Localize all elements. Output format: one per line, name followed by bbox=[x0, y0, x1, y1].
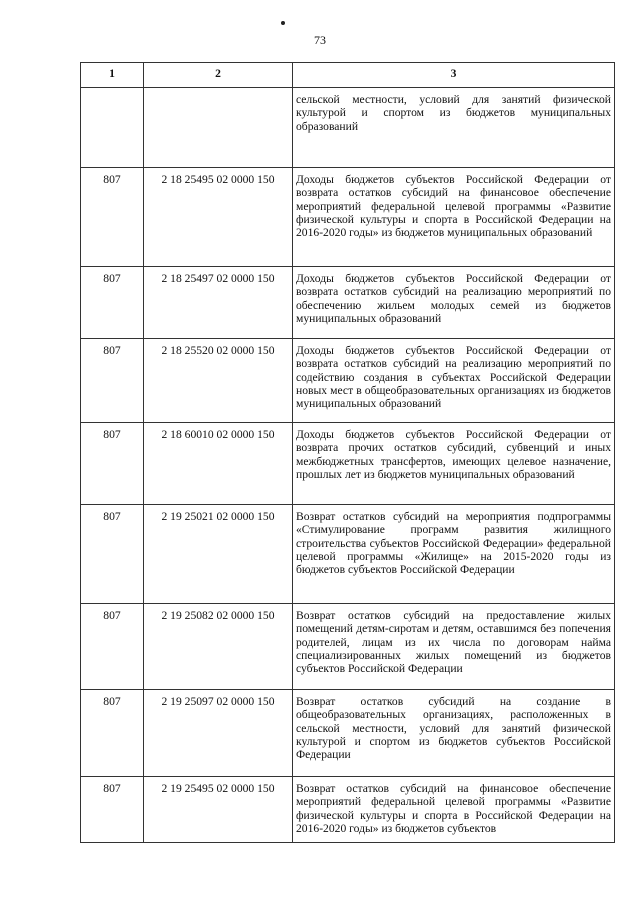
description-cell: Доходы бюджетов субъектов Российской Федерации от возврата прочих остатков субсидий, субвенций и иных межбюджетных трансфертов, имеющих целевое назначение, прошлых лет из бюджетов муниципальных образований bbox=[293, 423, 615, 505]
admin-code-cell: 807 bbox=[81, 267, 144, 339]
budget-code-cell: 2 18 25495 02 0000 150 bbox=[144, 168, 293, 267]
table-row bbox=[81, 267, 615, 339]
table-header-row bbox=[81, 63, 615, 88]
table-row bbox=[81, 690, 615, 777]
description-cell: Возврат остатков субсидий на предоставление жилых помещений детям-сиротам и детям, оставшимся без попечения родителей, лицам из их числа по договорам найма специализированных жилых помещений из бюджетов субъектов Российской Федерации bbox=[293, 604, 615, 690]
budget-code-cell: 2 18 60010 02 0000 150 bbox=[144, 423, 293, 505]
table-row bbox=[81, 604, 615, 690]
budget-code-cell: 2 19 25021 02 0000 150 bbox=[144, 505, 293, 604]
budget-code-cell: 2 19 25082 02 0000 150 bbox=[144, 604, 293, 690]
page-number: 73 bbox=[314, 33, 326, 47]
description-cell: Доходы бюджетов субъектов Российской Федерации от возврата остатков субсидий на реализацию мероприятий по содействию создания в субъектах Российской Федерации новых мест в общеобразовательных организациях из бюджетов муниципальных образований bbox=[293, 339, 615, 423]
admin-code-cell: 807 bbox=[81, 604, 144, 690]
budget-code-cell: 2 19 25097 02 0000 150 bbox=[144, 690, 293, 777]
budget-code-cell: 2 19 25495 02 0000 150 bbox=[144, 777, 293, 843]
admin-code-cell: 807 bbox=[81, 777, 144, 843]
scan-dot bbox=[281, 21, 285, 25]
admin-code-cell: 807 bbox=[81, 690, 144, 777]
admin-code-cell: 807 bbox=[81, 339, 144, 423]
description-cell: Доходы бюджетов субъектов Российской Федерации от возврата остатков субсидий на реализацию мероприятий по обеспечению жильем молодых семей из бюджетов муниципальных образований bbox=[293, 267, 615, 339]
description-cell: Возврат остатков субсидий на мероприятия подпрограммы «Стимулирование программ развития жилищного строительства субъектов Российской Федерации» федеральной целевой программы «Жилище» на 2015-2020 годы из бюджетов субъектов Российской Федерации bbox=[293, 505, 615, 604]
admin-code-cell bbox=[81, 88, 144, 168]
description-cell: Доходы бюджетов субъектов Российской Федерации от возврата остатков субсидий на финансовое обеспечение мероприятий федеральной целевой программы «Развитие физической культуры и спорта в Российской Федерации на 2016-2020 годы» из бюджетов муниципальных образований bbox=[293, 168, 615, 267]
revenue-codes-table bbox=[80, 62, 615, 843]
header-col-3: 3 bbox=[293, 63, 615, 88]
header-col-2: 2 bbox=[144, 63, 293, 88]
description-cell: сельской местности, условий для занятий физической культурой и спортом из бюджетов муниципальных образований bbox=[293, 88, 615, 168]
admin-code-cell: 807 bbox=[81, 505, 144, 604]
table-row bbox=[81, 777, 615, 843]
budget-code-cell: 2 18 25497 02 0000 150 bbox=[144, 267, 293, 339]
table-row bbox=[81, 505, 615, 604]
budget-code-cell: 2 18 25520 02 0000 150 bbox=[144, 339, 293, 423]
table-row bbox=[81, 339, 615, 423]
table-row bbox=[81, 88, 615, 168]
budget-code-cell bbox=[144, 88, 293, 168]
table-row bbox=[81, 168, 615, 267]
table-row bbox=[81, 423, 615, 505]
header-col-1: 1 bbox=[81, 63, 144, 88]
admin-code-cell: 807 bbox=[81, 168, 144, 267]
description-cell: Возврат остатков субсидий на создание в общеобразовательных организациях, расположенных в сельской местности, условий для занятий физической культурой и спортом из бюджетов субъектов Российской Федерации bbox=[293, 690, 615, 777]
description-cell: Возврат остатков субсидий на финансовое обеспечение мероприятий федеральной целевой программы «Развитие физической культуры и спорта в Российской Федерации на 2016-2020 годы» из бюджетов субъектов bbox=[293, 777, 615, 843]
admin-code-cell: 807 bbox=[81, 423, 144, 505]
